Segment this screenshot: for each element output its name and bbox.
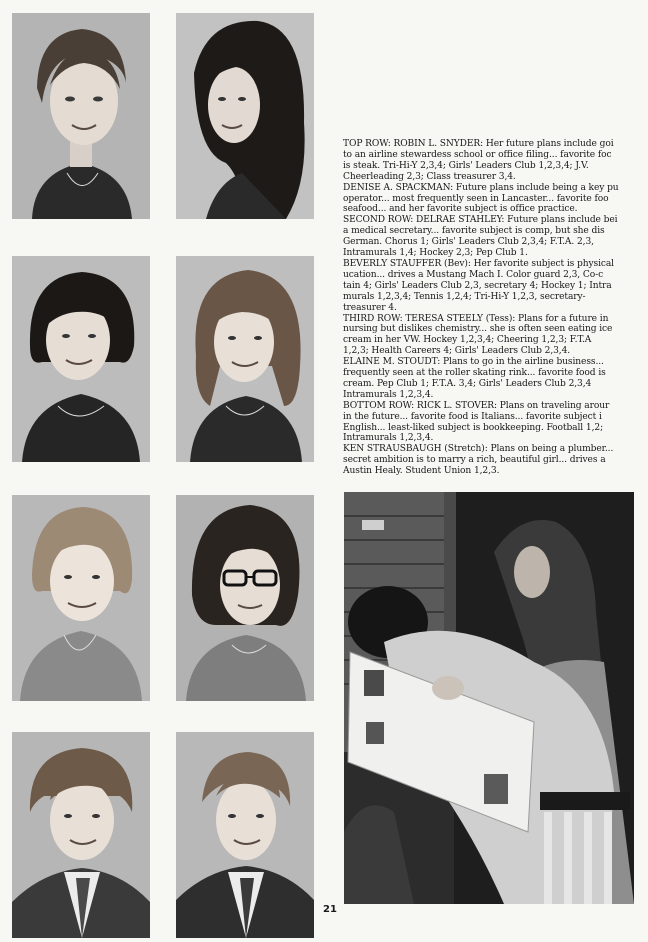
caption-line: secret ambition is to marry a rich, beautiful girl... drives a: [343, 455, 606, 466]
caption-line: frequently seen at the roller skating rink... favorite food is: [343, 368, 606, 379]
page-number: 21: [323, 904, 337, 915]
portrait-teresa-steely: [12, 495, 150, 701]
caption-line: SECOND ROW: DELRAE STAHLEY: Future plans include bei: [343, 215, 618, 226]
caption-line: in the future... favorite food is Italians... favorite subject i: [343, 411, 602, 422]
candid-photo-image: [344, 492, 634, 904]
caption-line: Cheerleading 2,3; Class treasurer 3,4.: [343, 171, 516, 182]
caption-line: German. Chorus 1; Girls' Leaders Club 2,3,4; F.T.A. 2,3,: [343, 237, 594, 248]
portrait-image: [176, 13, 314, 219]
caption-line: cream in her VW. Hockey 1,2,3,4; Cheering 1,2,3; F.T.A: [343, 335, 592, 346]
senior-biographies-caption: [343, 139, 637, 477]
caption-line: a medical secretary... favorite subject is comp, but she dis: [343, 226, 605, 237]
caption-line: Austin Healy. Student Union 1,2,3.: [343, 466, 500, 477]
portrait-beverly-stauffer: [176, 256, 314, 462]
caption-line: BOTTOM ROW: RICK L. STOVER: Plans on traveling arour: [343, 400, 610, 411]
portrait-image: [12, 13, 150, 219]
caption-line: murals 1,2,3,4; Tennis 1,2,4; Tri-Hi-Y 1,2,3, secretary-: [343, 291, 586, 302]
caption-line: BEVERLY STAUFFER (Bev): Her favorite subject is physical: [343, 258, 614, 269]
portrait-image: [12, 732, 150, 938]
portrait-ken-strausbaugh: [176, 732, 314, 938]
caption-line: Intramurals 1,2,3,4.: [343, 433, 434, 444]
caption-line: KEN STRAUSBAUGH (Stretch): Plans on being a plumber...: [343, 444, 614, 455]
caption-line: English... least-liked subject is bookkeeping. Football 1,2;: [343, 422, 604, 433]
caption-line: Intramurals 1,2,3,4.: [343, 389, 434, 400]
caption-line: operator... most frequently seen in Lancaster... favorite foo: [343, 193, 609, 204]
caption-line: ELAINE M. STOUDT: Plans to go in the airline business...: [343, 357, 604, 368]
caption-line: treasurer 4.: [343, 302, 397, 313]
portrait-elaine-stoudt: [176, 495, 314, 701]
caption-line: nursing but dislikes chemistry... she is often seen eating ice: [343, 324, 613, 335]
portrait-image: [176, 732, 314, 938]
portrait-delrae-stahley: [12, 256, 150, 462]
caption-line: THIRD ROW: TERESA STEELY (Tess): Plans for a future in: [343, 313, 609, 324]
portrait-rick-stover: [12, 732, 150, 938]
caption-line: TOP ROW: ROBIN L. SNYDER: Her future plans include goi: [343, 139, 614, 149]
caption-line: tain 4; Girls' Leaders Club 2,3, secretary 4; Hockey 1; Intra: [343, 280, 612, 291]
caption-line: cream. Pep Club 1; F.T.A. 3,4; Girls' Leaders Club 2,3,4: [343, 378, 592, 389]
caption-line: ucation... drives a Mustang Mach I. Color guard 2,3, Co-c: [343, 269, 604, 280]
portrait-image: [12, 495, 150, 701]
portrait-denise-spackman: [176, 13, 314, 219]
caption-line: seafood... and her favorite subject is office practice.: [343, 204, 578, 215]
portrait-image: [176, 256, 314, 462]
caption-line: Intramurals 1,4; Hockey 2,3; Pep Club 1.: [343, 248, 528, 259]
caption-line: is steak. Tri-Hi-Y 2,3,4; Girls' Leaders Club 1,2,3,4; J.V.: [343, 160, 589, 171]
portrait-image: [12, 256, 150, 462]
portrait-image: [176, 495, 314, 701]
caption-line: 1,2,3; Health Careers 4; Girls' Leaders Club 2,3,4.: [343, 346, 571, 357]
candid-photo: [344, 492, 634, 904]
portrait-robin-snyder: [12, 13, 150, 219]
caption-line: DENISE A. SPACKMAN: Future plans include being a key pu: [343, 182, 619, 193]
caption-line: to an airline stewardess school or office filing... favorite foc: [343, 149, 612, 160]
